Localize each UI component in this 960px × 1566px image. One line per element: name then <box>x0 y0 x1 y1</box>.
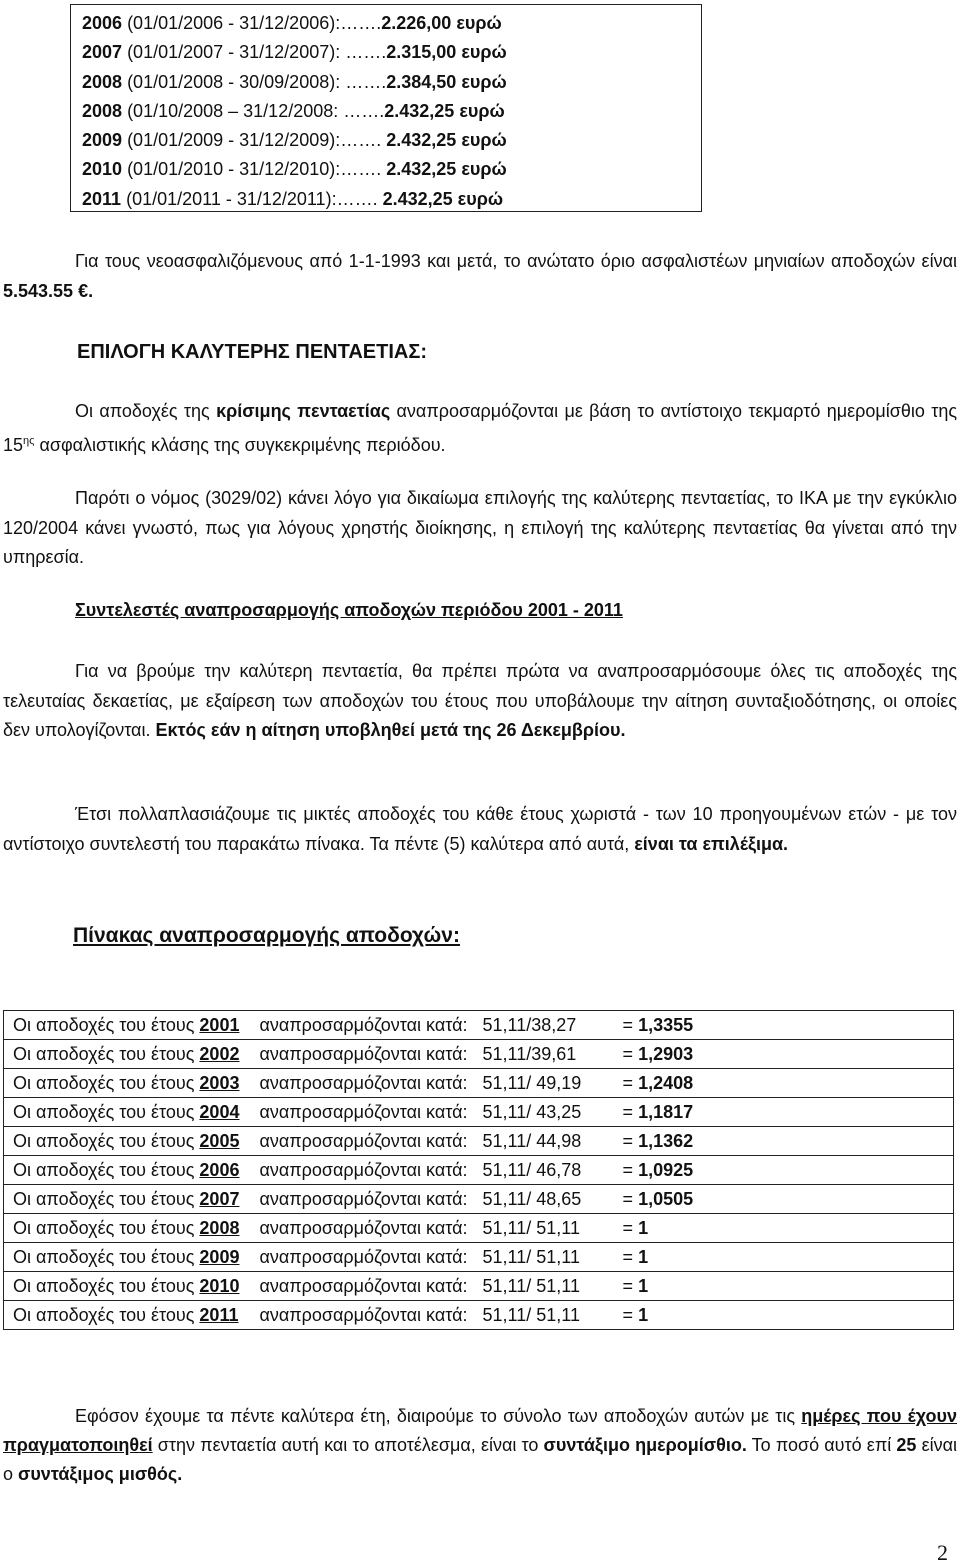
final-text-bold-h: συντάξιμος μισθός. <box>18 1464 183 1484</box>
row-equals: = <box>622 1043 639 1064</box>
table-cell <box>4 1301 954 1330</box>
period-line <box>82 68 701 97</box>
critical-text-d: ασφαλιστικής κλάσης της συγκεκριμένης περιόδου. <box>34 434 446 455</box>
find-best-paragraph <box>3 657 957 746</box>
critical-period-paragraph <box>3 397 957 460</box>
final-text-underlined: ημέρες που έχουν πραγματοποιηθεί <box>3 1406 957 1455</box>
row-equals: = <box>622 1101 639 1122</box>
row-coefficient: 51,11/ 48,65 <box>482 1188 582 1209</box>
period-range: (01/10/2008 – 31/12/2008: ……. <box>127 100 385 121</box>
table-row <box>4 1272 954 1301</box>
table-row <box>4 1156 954 1185</box>
row-verb: αναπροσαρμόζονται κατά: <box>259 1246 468 1267</box>
period-year: 2007 <box>82 42 123 63</box>
table-cell <box>4 1127 954 1156</box>
row-year: 2010 <box>199 1275 240 1296</box>
row-year: 2007 <box>199 1188 240 1209</box>
period-year: 2008 <box>82 71 123 92</box>
table-cell <box>4 1243 954 1272</box>
table-row <box>4 1214 954 1243</box>
period-amount: 2.432,25 <box>386 159 457 180</box>
period-amount: 2.226,00 <box>381 13 452 33</box>
row-year: 2002 <box>199 1043 240 1064</box>
period-year: 2008 <box>82 100 123 121</box>
row-result: 1,1817 <box>638 1101 694 1122</box>
period-amount: 2.432,25 <box>386 130 457 151</box>
row-year: 2003 <box>199 1072 240 1093</box>
period-line <box>82 155 701 184</box>
period-amount: 2.315,00 <box>386 42 457 63</box>
row-prefix: Οι αποδοχές του έτους <box>13 1217 195 1238</box>
multiply-text-bold: είναι τα επιλέξιμα. <box>634 833 789 854</box>
row-result: 1 <box>638 1304 649 1325</box>
table-cell <box>4 1040 954 1069</box>
adjustment-table <box>3 1010 954 1330</box>
row-equals: = <box>622 1246 639 1267</box>
table-heading: Πίνακας αναπροσαρμογής αποδοχών: <box>73 924 460 947</box>
row-equals: = <box>622 1130 639 1151</box>
final-paragraph <box>3 1402 957 1489</box>
critical-text-bold: κρίσιμης πενταετίας <box>216 401 391 421</box>
row-coefficient: 51,11/39,61 <box>482 1043 577 1064</box>
row-verb: αναπροσαρμόζονται κατά: <box>259 1072 468 1093</box>
period-unit-text: ευρώ <box>459 100 505 121</box>
period-unit <box>453 189 503 209</box>
row-result: 1 <box>638 1217 649 1238</box>
period-range: (01/01/2006 - 31/12/2006):……. <box>127 13 382 33</box>
period-unit-text: ευρώ <box>461 42 507 63</box>
row-result: 1,3355 <box>638 1014 694 1035</box>
period-year: 2010 <box>82 159 123 180</box>
table-cell <box>4 1011 954 1040</box>
row-year: 2009 <box>199 1246 240 1267</box>
row-year: 2008 <box>199 1217 240 1238</box>
period-line <box>82 9 701 38</box>
row-coefficient: 51,11/ 51,11 <box>482 1304 580 1325</box>
period-amount: 2.432,25 <box>384 100 455 121</box>
row-verb: αναπροσαρμόζονται κατά: <box>259 1159 468 1180</box>
row-year: 2005 <box>199 1130 240 1151</box>
row-equals: = <box>622 1217 639 1238</box>
period-year: 2011 <box>82 188 122 209</box>
multiply-paragraph <box>3 800 957 859</box>
period-unit-text: ευρώ <box>461 159 507 180</box>
period-unit-text: ευρώ <box>457 188 504 209</box>
period-line <box>82 38 701 67</box>
period-range: (01/01/2011 - 31/12/2011):……. <box>126 188 383 209</box>
law-text: Παρότι ο νόμος (3029/02) κάνει λόγο για δικαίωμα επιλογής της καλύτερης πενταετίας, το ΙΚΑ με την εγκύκλιο 120/2004 κάνει γνωστό, πως για λόγους χρηστής διοίκησης, η επιλογή της καλύτερης πενταετίας θα γίνεται από την υπηρεσία. <box>3 488 957 567</box>
row-prefix: Οι αποδοχές του έτους <box>13 1014 195 1035</box>
row-verb: αναπροσαρμόζονται κατά: <box>259 1130 468 1151</box>
critical-text-c: αναπροσαρμόζονται με βάση το αντίστοιχο τεκμαρτό ημερομίσθιο της 15 <box>3 401 957 455</box>
page-number: 2 <box>937 1540 948 1565</box>
row-verb: αναπροσαρμόζονται κατά: <box>259 1101 468 1122</box>
table-row <box>4 1098 954 1127</box>
row-result: 1,2903 <box>638 1043 694 1064</box>
row-result: 1 <box>638 1275 649 1296</box>
row-coefficient: 51,11/ 46,78 <box>482 1159 582 1180</box>
period-unit-text: ευρώ <box>461 71 507 92</box>
period-amount: 2.432,25 <box>382 188 453 209</box>
new-insured-amount: 5.543.55 €. <box>3 280 94 301</box>
row-result: 1 <box>638 1246 649 1267</box>
row-prefix: Οι αποδοχές του έτους <box>13 1246 195 1267</box>
period-unit <box>456 72 506 92</box>
row-prefix: Οι αποδοχές του έτους <box>13 1043 195 1064</box>
period-unit <box>451 13 501 33</box>
period-year: 2009 <box>82 130 123 151</box>
period-unit <box>454 101 504 121</box>
table-row <box>4 1301 954 1330</box>
row-coefficient: 51,11/38,27 <box>482 1014 577 1035</box>
row-equals: = <box>622 1014 639 1035</box>
table-row <box>4 1185 954 1214</box>
new-insured-paragraph <box>3 247 957 306</box>
period-unit <box>456 130 506 150</box>
contribution-ceiling-box <box>70 4 702 212</box>
row-verb: αναπροσαρμόζονται κατά: <box>259 1217 468 1238</box>
period-line <box>82 185 701 214</box>
period-year: 2006 <box>82 13 123 33</box>
find-text-bold: Εκτός εάν η αίτηση υποβληθεί μετά της 26 Δεκεμβρίου. <box>155 720 626 740</box>
row-verb: αναπροσαρμόζονται κατά: <box>259 1304 468 1325</box>
row-equals: = <box>622 1275 639 1296</box>
row-prefix: Οι αποδοχές του έτους <box>13 1275 195 1296</box>
row-equals: = <box>622 1188 639 1209</box>
row-coefficient: 51,11/ 49,19 <box>482 1072 582 1093</box>
best-five-heading: ΕΠΙΛΟΓΗ ΚΑΛΥΤΕΡΗΣ ΠΕΝΤΑΕΤΙΑΣ: <box>77 341 427 363</box>
period-unit-text: ευρώ <box>461 130 507 151</box>
row-verb: αναπροσαρμόζονται κατά: <box>259 1014 468 1035</box>
table-row <box>4 1127 954 1156</box>
row-coefficient: 51,11/ 44,98 <box>482 1130 582 1151</box>
final-text-bold-d: συντάξιμο ημερομίσθιο. <box>543 1435 747 1455</box>
row-equals: = <box>622 1304 639 1325</box>
table-cell <box>4 1069 954 1098</box>
table-cell <box>4 1214 954 1243</box>
final-text-c: στην πενταετία αυτή και το αποτέλεσμα, είναι το <box>152 1435 544 1455</box>
period-amount: 2.384,50 <box>386 71 457 92</box>
row-prefix: Οι αποδοχές του έτους <box>13 1130 195 1151</box>
coefficients-heading: Συντελεστές αναπροσαρμογής αποδοχών περιόδου 2001 - 2011 <box>75 600 623 620</box>
table-row <box>4 1243 954 1272</box>
period-unit-text: ευρώ <box>456 13 502 33</box>
critical-sup: ης <box>23 434 35 447</box>
period-range: (01/01/2009 - 31/12/2009):……. <box>127 130 387 151</box>
period-line <box>82 97 701 126</box>
period-unit <box>456 42 506 62</box>
row-year: 2006 <box>199 1159 240 1180</box>
row-prefix: Οι αποδοχές του έτους <box>13 1072 195 1093</box>
critical-text-a: Οι αποδοχές της <box>75 401 217 421</box>
row-year: 2011 <box>199 1304 239 1325</box>
row-coefficient: 51,11/ 51,11 <box>482 1275 580 1296</box>
table-cell <box>4 1098 954 1127</box>
row-result: 1,0505 <box>638 1188 694 1209</box>
table-row <box>4 1069 954 1098</box>
period-line <box>82 126 701 155</box>
final-text-a: Εφόσον έχουμε τα πέντε καλύτερα έτη, διαιρούμε το σύνολο των αποδοχών αυτών με τις <box>75 1406 802 1426</box>
period-range: (01/01/2007 - 31/12/2007): ……. <box>127 42 387 63</box>
row-prefix: Οι αποδοχές του έτους <box>13 1159 195 1180</box>
row-coefficient: 51,11/ 51,11 <box>482 1246 580 1267</box>
table-row <box>4 1011 954 1040</box>
table-cell <box>4 1272 954 1301</box>
law-paragraph <box>3 484 957 573</box>
final-text-g: είναι ο <box>3 1435 957 1484</box>
row-equals: = <box>622 1072 639 1093</box>
row-verb: αναπροσαρμόζονται κατά: <box>259 1188 468 1209</box>
row-coefficient: 51,11/ 43,25 <box>482 1101 582 1122</box>
row-prefix: Οι αποδοχές του έτους <box>13 1101 195 1122</box>
row-verb: αναπροσαρμόζονται κατά: <box>259 1275 468 1296</box>
row-prefix: Οι αποδοχές του έτους <box>13 1188 195 1209</box>
row-verb: αναπροσαρμόζονται κατά: <box>259 1043 468 1064</box>
find-text: Για να βρούμε την καλύτερη πενταετία, θα πρέπει πρώτα να αναπροσαρμόσουμε όλες τις αποδοχές της τελευταίας δεκαετίας, με εξαίρεση των αποδοχών του έτους που υποβάλουμε την αίτηση συνταξιοδότησης, οι οποίες δεν υπολογίζονται. <box>3 661 957 740</box>
period-unit <box>456 159 506 179</box>
table-row <box>4 1040 954 1069</box>
row-prefix: Οι αποδοχές του έτους <box>13 1304 195 1325</box>
row-equals: = <box>622 1159 639 1180</box>
row-result: 1,2408 <box>638 1072 694 1093</box>
row-coefficient: 51,11/ 51,11 <box>482 1217 580 1238</box>
period-range: (01/01/2008 - 30/09/2008): ……. <box>127 71 387 92</box>
row-year: 2001 <box>199 1014 240 1035</box>
row-result: 1,1362 <box>638 1130 694 1151</box>
final-text-e: Το ποσό αυτό επί <box>746 1435 897 1455</box>
row-result: 1,0925 <box>638 1159 694 1180</box>
final-text-bold-f: 25 <box>896 1435 917 1455</box>
new-insured-text: Για τους νεοασφαλιζόμενους από 1-1-1993 και μετά, το ανώτατο όριο ασφαλιστέων μηνιαίων αποδοχών είναι <box>75 251 957 271</box>
period-range: (01/01/2010 - 31/12/2010):……. <box>127 159 387 180</box>
table-cell <box>4 1185 954 1214</box>
multiply-text: Έτσι πολλαπλασιάζουμε τις μικτές αποδοχές του κάθε έτους χωριστά - των 10 προηγουμένων ετών - με τον αντίστοιχο συντελεστή του παρακάτω πίνακα. Τα πέντε (5) καλύτερα από αυτά, <box>3 804 957 854</box>
row-year: 2004 <box>199 1101 240 1122</box>
table-cell <box>4 1156 954 1185</box>
